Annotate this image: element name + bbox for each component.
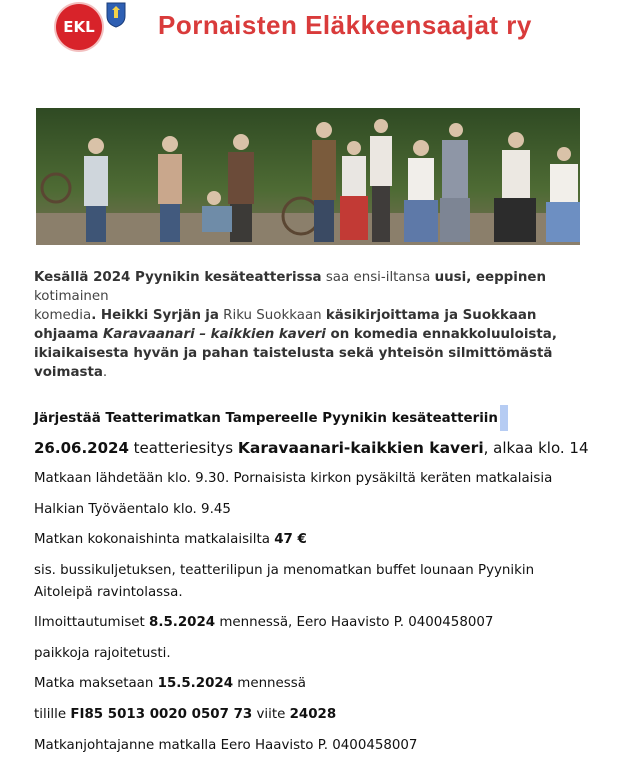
organizer-line <box>34 405 508 431</box>
header <box>0 0 630 60</box>
includes-line-1: sis. bussikuljetuksen, teatterilipun ja menomatkan buffet lounaan Pyynikin <box>34 563 535 578</box>
ekl-logo: EKL <box>56 4 102 50</box>
payment-text: Matka maksetaan <box>34 676 158 691</box>
intro-bold: ikiaikaisesta hyvän ja pahan taistelusta sekä yhteisön silmittömästä <box>34 346 553 361</box>
payment-line <box>34 676 306 691</box>
intro-text: saa ensi-iltansa <box>321 270 435 285</box>
show-time: , alkaa klo. 14 <box>483 439 589 457</box>
stop-line: Halkian Työväentalo klo. 9.45 <box>34 502 231 517</box>
reference-number: 24028 <box>289 707 337 722</box>
account-line <box>34 707 336 722</box>
price-line <box>34 532 307 547</box>
intro-text: komedia <box>34 308 92 323</box>
intro-bold: Kesällä 2024 Pyynikin kesäteatterissa <box>34 270 322 285</box>
intro-bold: käsikirjoittama ja Suokkaan <box>325 308 537 323</box>
intro-bold: on komedia ennakkoluuloista, <box>325 327 557 342</box>
show-line <box>34 439 589 457</box>
org-name: Pornaisten Eläkkeensaajat ry <box>158 10 532 40</box>
intro-bold: . Heikki Syrjän <box>91 308 202 323</box>
signup-text: Ilmoittautumiset <box>34 615 150 630</box>
show-title: Karavaanari-kaikkien kaveri <box>237 439 484 457</box>
intro-paragraph <box>34 268 594 382</box>
intro-text: Riku Suokkaan <box>218 308 326 323</box>
intro-bold: ja <box>205 308 219 323</box>
show-text: teatteriesitys <box>128 439 238 457</box>
intro-text: kotimainen <box>34 289 109 304</box>
account-number: FI85 5013 0020 0507 73 <box>70 707 253 722</box>
price-label: Matkan kokonaishinta matkalaisilta <box>34 532 275 547</box>
intro-bold: uusi, eeppinen <box>434 270 547 285</box>
theatre-cast-photo <box>36 108 580 245</box>
signup-contact: mennessä, Eero Haavisto P. 0400458007 <box>215 615 494 630</box>
municipal-crest-icon <box>106 2 126 28</box>
intro-bold: voimasta <box>34 365 103 380</box>
intro-bold: ohjaama <box>34 327 104 342</box>
price-value: 47 € <box>274 532 307 547</box>
signup-line <box>34 615 493 630</box>
reference-label: viite <box>252 707 290 722</box>
play-title-italic: Karavaanari – kaikkien kaveri <box>103 327 326 342</box>
text-cursor <box>500 405 508 431</box>
account-label: tilille <box>34 707 71 722</box>
organizer-text: Järjestää Teatterimatkan Tampereelle Pyynikin kesäteatteriin <box>34 411 498 426</box>
includes-line-2: Aitoleipä ravintolassa. <box>34 585 183 600</box>
guide-line: Matkanjohtajanne matkalla Eero Haavisto P. 0400458007 <box>34 738 418 753</box>
departure-line: Matkaan lähdetään klo. 9.30. Pornaisista kirkon pysäkiltä keräten matkalaisia <box>34 471 553 486</box>
payment-date: 15.5.2024 <box>157 676 234 691</box>
limited-line: paikkoja rajoitetusti. <box>34 646 171 661</box>
intro-text: . <box>102 365 108 380</box>
show-date: 26.06.2024 <box>34 439 129 457</box>
signup-date: 8.5.2024 <box>149 615 216 630</box>
payment-text-2: mennessä <box>233 676 306 691</box>
